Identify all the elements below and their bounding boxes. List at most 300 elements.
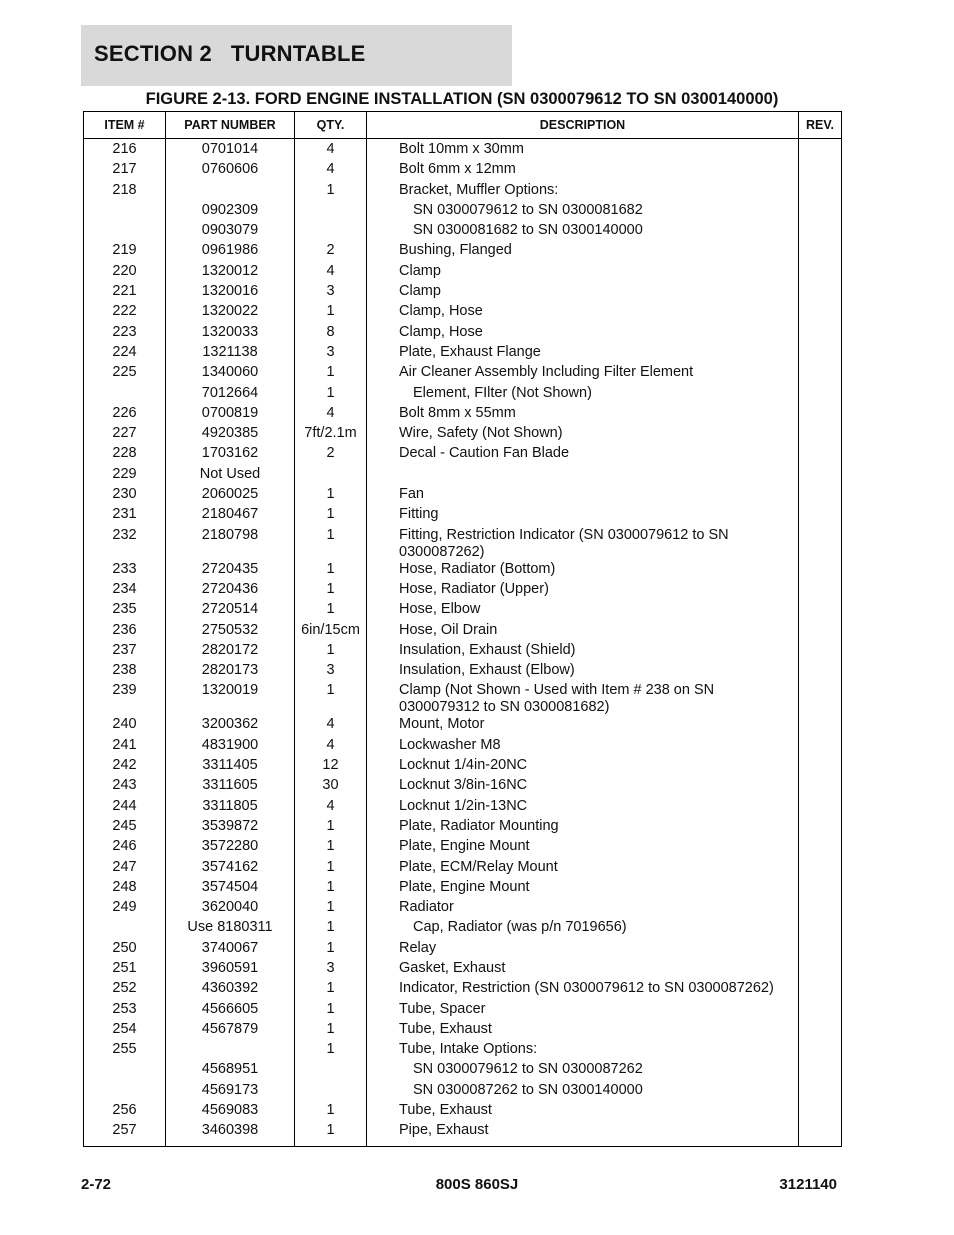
part-number-cell: 0961986 — [166, 242, 295, 262]
table-row — [84, 527, 842, 561]
quantity-cell: 1 — [295, 682, 367, 716]
quantity-cell: 1 — [295, 1021, 367, 1041]
part-number-cell: 7012664 — [166, 385, 295, 405]
description-cell: Plate, ECM/Relay Mount — [367, 859, 799, 879]
revision-cell — [799, 838, 842, 858]
part-number-cell: 3311805 — [166, 798, 295, 818]
revision-cell — [799, 445, 842, 465]
description-cell: Locknut 1/2in-13NC — [367, 798, 799, 818]
parts-table — [83, 111, 842, 1147]
quantity-cell: 4 — [295, 405, 367, 425]
item-number-cell: 235 — [84, 601, 166, 621]
revision-cell — [799, 466, 842, 486]
part-number-cell: 1703162 — [166, 445, 295, 465]
part-number-cell: 3574504 — [166, 879, 295, 899]
revision-cell — [799, 182, 842, 202]
part-number-cell: 1320016 — [166, 283, 295, 303]
table-row — [84, 202, 842, 222]
item-number-cell: 250 — [84, 940, 166, 960]
table-row — [84, 1082, 842, 1102]
table-row — [84, 1021, 842, 1041]
quantity-cell: 12 — [295, 757, 367, 777]
item-number-cell: 224 — [84, 344, 166, 364]
description-cell: Insulation, Exhaust (Shield) — [367, 642, 799, 662]
revision-cell — [799, 716, 842, 736]
item-number-cell: 251 — [84, 960, 166, 980]
part-number-cell: 4831900 — [166, 737, 295, 757]
revision-cell — [799, 139, 842, 162]
part-number-cell: 2720514 — [166, 601, 295, 621]
description-cell: Fan — [367, 486, 799, 506]
revision-cell — [799, 344, 842, 364]
description-cell: Hose, Oil Drain — [367, 622, 799, 642]
description-cell: Mount, Motor — [367, 716, 799, 736]
quantity-cell: 8 — [295, 324, 367, 344]
item-number-cell: 239 — [84, 682, 166, 716]
item-number-cell: 221 — [84, 283, 166, 303]
item-number-cell — [84, 222, 166, 242]
item-number-cell: 232 — [84, 527, 166, 561]
table-row — [84, 139, 842, 162]
part-number-cell — [166, 1041, 295, 1061]
quantity-cell: 3 — [295, 344, 367, 364]
revision-cell — [799, 798, 842, 818]
table-row — [84, 716, 842, 736]
table-row — [84, 798, 842, 818]
revision-cell — [799, 561, 842, 581]
description-cell: Indicator, Restriction (SN 0300079612 to SN 0300087262) — [367, 980, 799, 1000]
quantity-cell: 4 — [295, 798, 367, 818]
part-number-cell: 2060025 — [166, 486, 295, 506]
table-header-row — [84, 112, 842, 139]
table-row — [84, 581, 842, 601]
revision-cell — [799, 960, 842, 980]
quantity-cell: 1 — [295, 506, 367, 526]
part-number-cell: 4569083 — [166, 1102, 295, 1122]
quantity-cell: 1 — [295, 364, 367, 384]
part-number-cell: 2180798 — [166, 527, 295, 561]
description-cell: Clamp — [367, 283, 799, 303]
item-number-cell: 241 — [84, 737, 166, 757]
description-cell: Bolt 6mm x 12mm — [367, 161, 799, 181]
table-row — [84, 642, 842, 662]
part-number-cell: 1340060 — [166, 364, 295, 384]
part-number-cell: 0903079 — [166, 222, 295, 242]
part-number-cell: 4920385 — [166, 425, 295, 445]
table-row — [84, 818, 842, 838]
item-number-cell: 222 — [84, 303, 166, 323]
revision-cell — [799, 1061, 842, 1081]
table-row — [84, 283, 842, 303]
table-row — [84, 161, 842, 181]
table-row — [84, 1061, 842, 1081]
quantity-cell: 1 — [295, 919, 367, 939]
quantity-cell — [295, 1061, 367, 1081]
table-row — [84, 919, 842, 939]
revision-cell — [799, 662, 842, 682]
part-number-cell: 2180467 — [166, 506, 295, 526]
item-number-cell: 233 — [84, 561, 166, 581]
part-number-cell: 3620040 — [166, 899, 295, 919]
item-number-cell: 237 — [84, 642, 166, 662]
quantity-cell: 1 — [295, 486, 367, 506]
part-number-cell: 3572280 — [166, 838, 295, 858]
quantity-cell: 1 — [295, 838, 367, 858]
parts-table-body — [84, 139, 842, 1147]
quantity-cell: 4 — [295, 161, 367, 181]
description-cell: SN 0300079612 to SN 0300081682 — [367, 202, 799, 222]
revision-cell — [799, 757, 842, 777]
revision-cell — [799, 303, 842, 323]
quantity-cell: 1 — [295, 879, 367, 899]
description-cell: SN 0300087262 to SN 0300140000 — [367, 1082, 799, 1102]
description-cell: Insulation, Exhaust (Elbow) — [367, 662, 799, 682]
revision-cell — [799, 1001, 842, 1021]
model-name: 800S 860SJ — [435, 1176, 519, 1193]
table-row — [84, 960, 842, 980]
part-number-cell: 3200362 — [166, 716, 295, 736]
header-qty: QTY. — [295, 112, 367, 139]
quantity-cell: 1 — [295, 1001, 367, 1021]
table-row — [84, 622, 842, 642]
revision-cell — [799, 940, 842, 960]
part-number-cell: 3740067 — [166, 940, 295, 960]
table-row — [84, 385, 842, 405]
table-row — [84, 242, 842, 262]
revision-cell — [799, 202, 842, 222]
item-number-cell: 230 — [84, 486, 166, 506]
header-part-number: PART NUMBER — [166, 112, 295, 139]
table-row — [84, 1122, 842, 1146]
revision-cell — [799, 622, 842, 642]
item-number-cell: 223 — [84, 324, 166, 344]
description-cell: Clamp, Hose — [367, 324, 799, 344]
description-cell: Clamp (Not Shown - Used with Item # 238 on SN 0300079312 to SN 0300081682) — [367, 682, 799, 716]
quantity-cell: 1 — [295, 303, 367, 323]
revision-cell — [799, 385, 842, 405]
table-row — [84, 445, 842, 465]
description-cell: Lockwasher M8 — [367, 737, 799, 757]
page-number: 2-72 — [81, 1176, 112, 1193]
quantity-cell: 1 — [295, 642, 367, 662]
revision-cell — [799, 1102, 842, 1122]
part-number-cell: 2820172 — [166, 642, 295, 662]
quantity-cell: 1 — [295, 980, 367, 1000]
part-number-cell: 3311605 — [166, 777, 295, 797]
revision-cell — [799, 859, 842, 879]
item-number-cell: 253 — [84, 1001, 166, 1021]
table-row — [84, 682, 842, 716]
description-cell: Plate, Radiator Mounting — [367, 818, 799, 838]
item-number-cell — [84, 919, 166, 939]
table-row — [84, 737, 842, 757]
description-cell: Clamp — [367, 263, 799, 283]
quantity-cell: 1 — [295, 581, 367, 601]
description-cell: Radiator — [367, 899, 799, 919]
section-header — [81, 25, 512, 86]
table-row — [84, 486, 842, 506]
quantity-cell: 4 — [295, 716, 367, 736]
item-number-cell: 217 — [84, 161, 166, 181]
revision-cell — [799, 1082, 842, 1102]
part-number-cell: 1320033 — [166, 324, 295, 344]
part-number-cell: 0701014 — [166, 139, 295, 162]
revision-cell — [799, 899, 842, 919]
description-cell: Relay — [367, 940, 799, 960]
quantity-cell: 1 — [295, 601, 367, 621]
description-cell: Fitting, Restriction Indicator (SN 0300079612 to SN 0300087262) — [367, 527, 799, 561]
revision-cell — [799, 980, 842, 1000]
part-number-cell: 4566605 — [166, 1001, 295, 1021]
description-cell: Bolt 8mm x 55mm — [367, 405, 799, 425]
table-row — [84, 1102, 842, 1122]
revision-cell — [799, 222, 842, 242]
table-row — [84, 561, 842, 581]
table-row — [84, 777, 842, 797]
table-row — [84, 1001, 842, 1021]
item-number-cell — [84, 385, 166, 405]
quantity-cell: 1 — [295, 527, 367, 561]
description-cell: Bracket, Muffler Options: — [367, 182, 799, 202]
part-number-cell: 1320019 — [166, 682, 295, 716]
description-cell: Clamp, Hose — [367, 303, 799, 323]
quantity-cell: 1 — [295, 940, 367, 960]
revision-cell — [799, 263, 842, 283]
revision-cell — [799, 1122, 842, 1146]
quantity-cell: 3 — [295, 960, 367, 980]
table-row — [84, 859, 842, 879]
description-cell: Air Cleaner Assembly Including Filter Element — [367, 364, 799, 384]
description-cell: Locknut 1/4in-20NC — [367, 757, 799, 777]
header-rev: REV. — [799, 112, 842, 139]
quantity-cell: 4 — [295, 263, 367, 283]
description-cell: Hose, Radiator (Upper) — [367, 581, 799, 601]
table-row — [84, 980, 842, 1000]
part-number-cell: 4360392 — [166, 980, 295, 1000]
quantity-cell: 1 — [295, 1041, 367, 1061]
description-cell: Pipe, Exhaust — [367, 1122, 799, 1146]
description-cell: Plate, Engine Mount — [367, 838, 799, 858]
quantity-cell: 3 — [295, 283, 367, 303]
description-cell: Gasket, Exhaust — [367, 960, 799, 980]
document-number: 3121140 — [779, 1176, 837, 1193]
table-row — [84, 263, 842, 283]
part-number-cell: 0902309 — [166, 202, 295, 222]
part-number-cell: 1321138 — [166, 344, 295, 364]
revision-cell — [799, 879, 842, 899]
table-row — [84, 364, 842, 384]
item-number-cell: 246 — [84, 838, 166, 858]
part-number-cell: 0760606 — [166, 161, 295, 181]
revision-cell — [799, 777, 842, 797]
item-number-cell: 218 — [84, 182, 166, 202]
part-number-cell: 2720436 — [166, 581, 295, 601]
part-number-cell: 3460398 — [166, 1122, 295, 1146]
part-number-cell: 3311405 — [166, 757, 295, 777]
revision-cell — [799, 506, 842, 526]
revision-cell — [799, 242, 842, 262]
quantity-cell: 2 — [295, 445, 367, 465]
item-number-cell: 243 — [84, 777, 166, 797]
section-title: SECTION 2 TURNTABLE — [94, 41, 366, 66]
item-number-cell: 236 — [84, 622, 166, 642]
item-number-cell: 228 — [84, 445, 166, 465]
item-number-cell: 229 — [84, 466, 166, 486]
table-row — [84, 838, 842, 858]
header-description: DESCRIPTION — [367, 112, 799, 139]
part-number-cell: 0700819 — [166, 405, 295, 425]
quantity-cell: 1 — [295, 1122, 367, 1146]
quantity-cell — [295, 222, 367, 242]
header-item: ITEM # — [84, 112, 166, 139]
part-number-cell: 4569173 — [166, 1082, 295, 1102]
table-row — [84, 344, 842, 364]
description-cell: Decal - Caution Fan Blade — [367, 445, 799, 465]
revision-cell — [799, 405, 842, 425]
revision-cell — [799, 364, 842, 384]
quantity-cell: 1 — [295, 818, 367, 838]
revision-cell — [799, 425, 842, 445]
table-row — [84, 324, 842, 344]
item-number-cell — [84, 202, 166, 222]
part-number-cell: 4567879 — [166, 1021, 295, 1041]
part-number-cell: 3539872 — [166, 818, 295, 838]
table-row — [84, 466, 842, 486]
quantity-cell: 4 — [295, 737, 367, 757]
description-cell: Tube, Exhaust — [367, 1102, 799, 1122]
item-number-cell: 245 — [84, 818, 166, 838]
item-number-cell: 238 — [84, 662, 166, 682]
table-row — [84, 879, 842, 899]
quantity-cell: 1 — [295, 561, 367, 581]
revision-cell — [799, 486, 842, 506]
quantity-cell: 1 — [295, 182, 367, 202]
item-number-cell — [84, 1061, 166, 1081]
table-row — [84, 222, 842, 242]
description-cell: Tube, Exhaust — [367, 1021, 799, 1041]
description-cell: Locknut 3/8in-16NC — [367, 777, 799, 797]
table-row — [84, 182, 842, 202]
item-number-cell: 242 — [84, 757, 166, 777]
description-cell: SN 0300079612 to SN 0300087262 — [367, 1061, 799, 1081]
part-number-cell: 2750532 — [166, 622, 295, 642]
item-number-cell: 219 — [84, 242, 166, 262]
quantity-cell: 6in/15cm — [295, 622, 367, 642]
description-cell: Hose, Radiator (Bottom) — [367, 561, 799, 581]
item-number-cell: 216 — [84, 139, 166, 162]
item-number-cell: 256 — [84, 1102, 166, 1122]
quantity-cell: 1 — [295, 859, 367, 879]
description-cell: Plate, Engine Mount — [367, 879, 799, 899]
item-number-cell: 226 — [84, 405, 166, 425]
quantity-cell — [295, 1082, 367, 1102]
item-number-cell: 234 — [84, 581, 166, 601]
item-number-cell: 252 — [84, 980, 166, 1000]
description-cell: Bolt 10mm x 30mm — [367, 139, 799, 162]
description-cell: Tube, Spacer — [367, 1001, 799, 1021]
quantity-cell: 30 — [295, 777, 367, 797]
revision-cell — [799, 283, 842, 303]
description-cell: Plate, Exhaust Flange — [367, 344, 799, 364]
part-number-cell: 2720435 — [166, 561, 295, 581]
part-number-cell: 3574162 — [166, 859, 295, 879]
table-row — [84, 940, 842, 960]
part-number-cell: 1320022 — [166, 303, 295, 323]
quantity-cell: 4 — [295, 139, 367, 162]
item-number-cell: 225 — [84, 364, 166, 384]
part-number-cell: 3960591 — [166, 960, 295, 980]
description-cell: Element, FIlter (Not Shown) — [367, 385, 799, 405]
table-row — [84, 506, 842, 526]
description-cell: Cap, Radiator (was p/n 7019656) — [367, 919, 799, 939]
part-number-cell: 4568951 — [166, 1061, 295, 1081]
figure-title: FIGURE 2-13. FORD ENGINE INSTALLATION (SN 0300079612 TO SN 0300140000) — [145, 90, 779, 108]
description-cell: Fitting — [367, 506, 799, 526]
description-cell: Wire, Safety (Not Shown) — [367, 425, 799, 445]
quantity-cell: 2 — [295, 242, 367, 262]
item-number-cell: 255 — [84, 1041, 166, 1061]
table-row — [84, 405, 842, 425]
revision-cell — [799, 581, 842, 601]
item-number-cell: 257 — [84, 1122, 166, 1146]
part-number-cell: 1320012 — [166, 263, 295, 283]
table-row — [84, 1041, 842, 1061]
part-number-cell: Use 8180311 — [166, 919, 295, 939]
revision-cell — [799, 161, 842, 181]
item-number-cell: 220 — [84, 263, 166, 283]
item-number-cell: 249 — [84, 899, 166, 919]
table-row — [84, 899, 842, 919]
description-cell: SN 0300081682 to SN 0300140000 — [367, 222, 799, 242]
revision-cell — [799, 818, 842, 838]
revision-cell — [799, 1021, 842, 1041]
table-row — [84, 303, 842, 323]
item-number-cell: 247 — [84, 859, 166, 879]
item-number-cell: 244 — [84, 798, 166, 818]
quantity-cell: 1 — [295, 899, 367, 919]
quantity-cell — [295, 202, 367, 222]
part-number-cell — [166, 182, 295, 202]
revision-cell — [799, 1041, 842, 1061]
item-number-cell: 254 — [84, 1021, 166, 1041]
table-row — [84, 662, 842, 682]
revision-cell — [799, 601, 842, 621]
revision-cell — [799, 919, 842, 939]
part-number-cell: Not Used — [166, 466, 295, 486]
revision-cell — [799, 737, 842, 757]
item-number-cell — [84, 1082, 166, 1102]
quantity-cell: 3 — [295, 662, 367, 682]
quantity-cell — [295, 466, 367, 486]
description-cell: Bushing, Flanged — [367, 242, 799, 262]
quantity-cell: 7ft/2.1m — [295, 425, 367, 445]
table-row — [84, 601, 842, 621]
table-row — [84, 757, 842, 777]
item-number-cell: 248 — [84, 879, 166, 899]
description-cell: Tube, Intake Options: — [367, 1041, 799, 1061]
quantity-cell: 1 — [295, 1102, 367, 1122]
item-number-cell: 240 — [84, 716, 166, 736]
description-cell: Hose, Elbow — [367, 601, 799, 621]
description-cell — [367, 466, 799, 486]
revision-cell — [799, 324, 842, 344]
quantity-cell: 1 — [295, 385, 367, 405]
table-row — [84, 425, 842, 445]
revision-cell — [799, 682, 842, 716]
part-number-cell: 2820173 — [166, 662, 295, 682]
revision-cell — [799, 527, 842, 561]
revision-cell — [799, 642, 842, 662]
